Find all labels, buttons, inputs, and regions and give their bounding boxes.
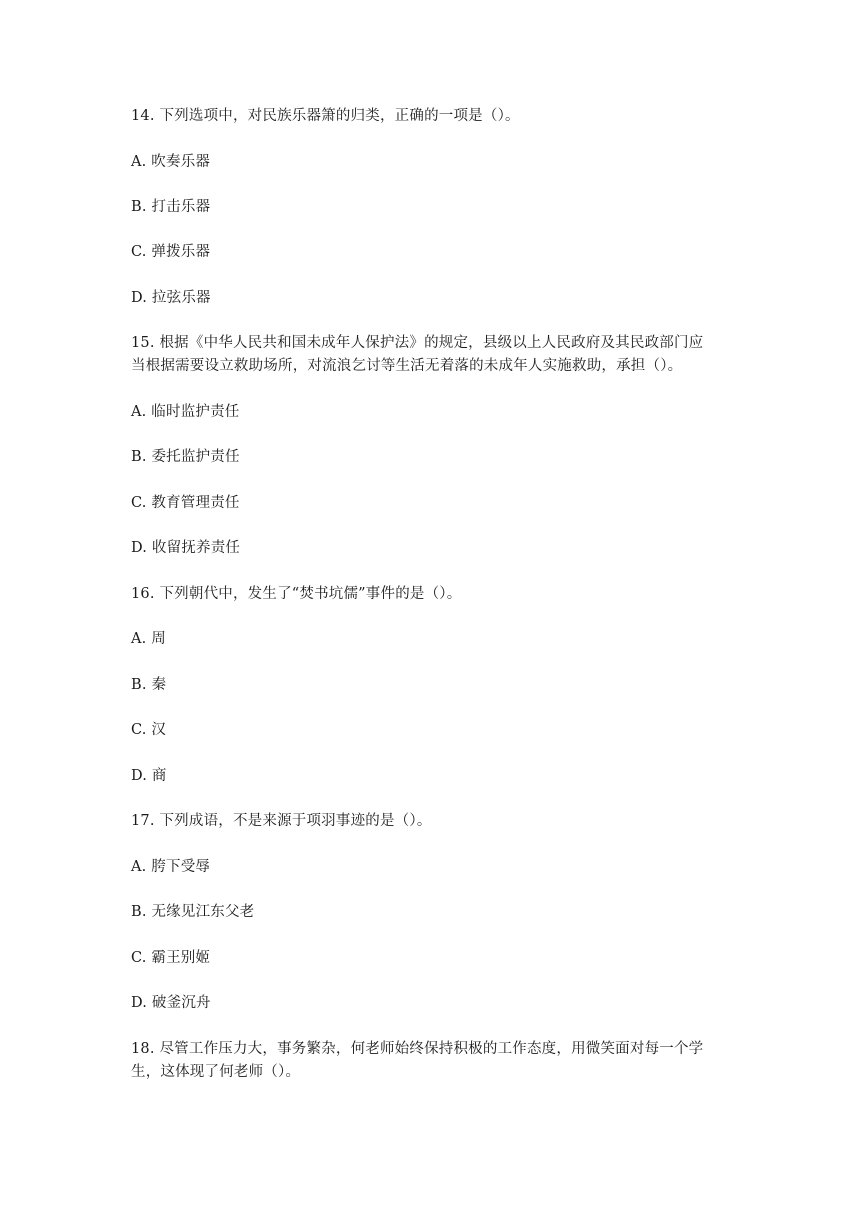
question-17-option-a: A. 胯下受辱 (131, 859, 211, 875)
question-14-stem: 14. 下列选项中，对民族乐器箫的归类，正确的一项是（）。 (131, 108, 520, 124)
question-17-stem: 17. 下列成语，不是来源于项羽事迹的是（）。 (131, 813, 432, 829)
question-14-option-b: B. 打击乐器 (131, 199, 211, 215)
question-16-stem: 16. 下列朝代中，发生了“焚书坑儒”事件的是（）。 (131, 586, 462, 602)
question-14-option-d: D. 拉弦乐器 (131, 290, 211, 306)
question-17-option-d: D. 破釜沉舟 (131, 995, 211, 1011)
question-15-option-d: D. 收留抚养责任 (131, 540, 241, 556)
question-15-stem-line-2: 当根据需要设立救助场所，对流浪乞讨等生活无着落的未成年人实施救助，承担（）。 (131, 358, 683, 374)
question-16-option-d: D. 商 (131, 768, 167, 784)
question-18-stem-line-2: 生，这体现了何老师（）。 (131, 1064, 301, 1080)
question-16-option-a: A. 周 (131, 631, 166, 647)
question-16-option-b: B. 秦 (131, 677, 167, 693)
question-18-stem-line-1: 18. 尽管工作压力大，事务繁杂，何老师始终保持积极的工作态度，用微笑面对每一个学 (131, 1041, 704, 1057)
question-16-option-c: C. 汉 (131, 722, 167, 738)
question-15-stem-line-1: 15. 根据《中华人民共和国未成年人保护法》的规定，县级以上人民政府及其民政部门应 (131, 335, 704, 351)
question-17-option-c: C. 霸王别姬 (131, 950, 211, 966)
question-15-option-a: A. 临时监护责任 (131, 404, 240, 420)
question-14-option-c: C. 弹拨乐器 (131, 244, 211, 260)
question-14-option-a: A. 吹奏乐器 (131, 154, 211, 170)
question-15-option-c: C. 教育管理责任 (131, 495, 240, 511)
question-17-option-b: B. 无缘见江东父老 (131, 904, 255, 920)
question-15-option-b: B. 委托监护责任 (131, 449, 240, 465)
